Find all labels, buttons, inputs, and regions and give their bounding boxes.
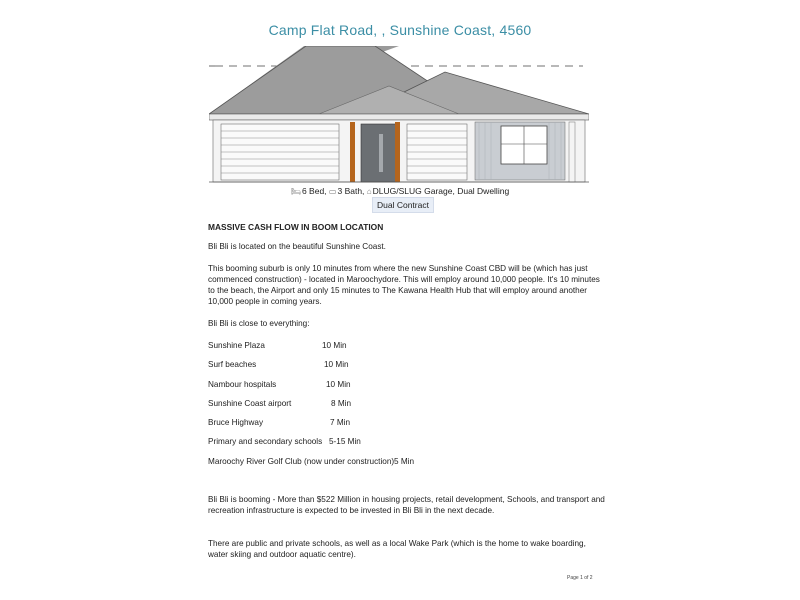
place-name: Sunshine Coast airport	[208, 398, 292, 408]
travel-time: 5 Min	[394, 456, 415, 466]
section-heading: MASSIVE CASH FLOW IN BOOM LOCATION	[208, 222, 384, 232]
list-item	[208, 340, 608, 359]
place-name: Primary and secondary schools	[208, 437, 323, 447]
travel-time: 10 Min	[322, 341, 347, 350]
travel-time: 10 Min	[326, 379, 351, 389]
list-item	[208, 379, 608, 398]
property-features	[0, 186, 800, 196]
bed-icon: 🛏︎	[290, 187, 301, 196]
place-name: Sunshine Plaza	[208, 341, 265, 350]
list-item	[208, 436, 608, 455]
place-name: Bruce Highway	[208, 418, 264, 428]
paragraph-investment: Bli Bli is booming - More than $522 Million in housing projects, retail development, Schools, and transport and recreation infrastructure is expected to be invested in Bli Bli in the next decade.	[208, 495, 605, 516]
place-name: Maroochy River Golf Club (now under construction)	[208, 456, 395, 466]
list-item	[208, 456, 608, 475]
travel-time: 5-15 Min	[329, 437, 361, 447]
paragraph-cbd: This booming suburb is only 10 minutes from where the new Sunshine Coast CBD will be (which has just commenced construction) - located in Maroochydore. This will employ around 10,000 people. It's 10 minutes to the beach, the Airport and only 15 minutes to The Kawana Health Hub that will employ around another 10,000 people in coming years.	[208, 264, 600, 306]
close-to-everything-text: Bli Bli is close to everything:	[208, 319, 310, 328]
travel-time: 8 Min	[331, 398, 352, 408]
house-elevation-image	[209, 46, 589, 186]
page-number: Page 1 of 2	[567, 575, 593, 581]
list-item	[208, 417, 608, 436]
place-name: Nambour hospitals	[208, 379, 277, 389]
garage-type: DLUG/SLUG Garage, Dual Dwelling	[372, 186, 510, 196]
intro-text: Bli Bli is located on the beautiful Sunshine Coast.	[208, 242, 386, 251]
baths-count: 3 Bath,	[337, 186, 365, 196]
listing-description	[208, 222, 608, 571]
travel-time: 7 Min	[330, 418, 351, 428]
paragraph-schools: There are public and private schools, as well as a local Wake Park (which is the home to wake boarding, water skiing and outdoor aquatic centre).	[208, 539, 586, 560]
garage-icon: ⌂	[366, 187, 372, 196]
page-title: Camp Flat Road, , Sunshine Coast, 4560	[268, 22, 532, 38]
travel-time: 10 Min	[324, 360, 349, 370]
list-item	[208, 398, 608, 417]
place-name: Surf beaches	[208, 360, 257, 370]
list-item	[208, 359, 608, 378]
beds-count: 6 Bed,	[301, 186, 327, 196]
distance-list	[208, 340, 608, 475]
bath-icon: ▭	[328, 187, 337, 196]
dual-contract-badge: Dual Contract	[372, 197, 434, 213]
